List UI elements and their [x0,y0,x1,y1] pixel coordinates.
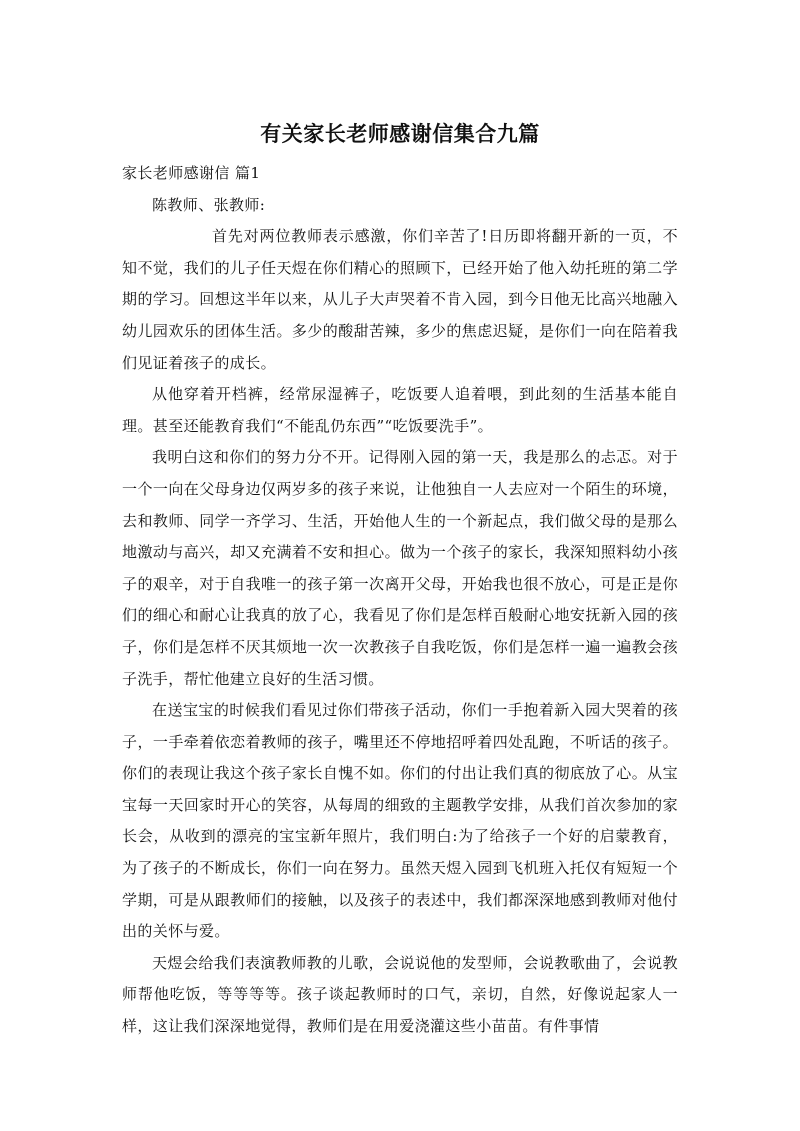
paragraph: 我明白这和你们的努力分不开。记得刚入园的第一天，我是那么的忐忑。对于一个一向在父母身边仅两岁多的孩子来说，让他独自一人去应对一个陌生的环境，去和教师、同学一齐学习、生活，开始他人生的一个新起点，我们做父母的是那么地激动与高兴，却又充满着不安和担心。做为一个孩子的家长，我深知照料幼小孩子的艰辛，对于自我唯一的孩子第一次离开父母，开始我也很不放心，可是正是你们的细心和耐心让我真的放了心，我看见了你们是怎样百般耐心地安抚新入园的孩子，你们是怎样不厌其烦地一次一次教孩子自我吃饭，你们是怎样一遍一遍教会孩子洗手，帮忙他建立良好的生活习惯。 [122,448,678,688]
paragraph: 天煜会给我们表演教师教的儿歌，会说说他的发型师，会说教歌曲了，会说教师帮他吃饭，等等等等。孩子谈起教师时的口气，亲切，自然，好像说起家人一样，这让我们深深地觉得，教师们是在用爱浇灌这些小苗苗。有件事情 [122,953,678,1036]
document-title: 有关家长老师感谢信集合九篇 [260,122,540,146]
section-heading: 家长老师感谢信 篇1 [122,164,261,182]
document-body [122,158,678,1043]
paragraph: 首先对两位教师表示感激，你们辛苦了!日历即将翻开新的一页，不知不觉，我们的儿子任天煜在你们精心的照顾下，已经开始了他入幼托班的第二学期的学习。回想这半年以来，从儿子大声哭着不肯入园，到今日他无比高兴地融入幼儿园欢乐的团体生活。多少的酸甜苦辣，多少的焦虑迟疑，是你们一向在陪着我们见证着孩子的成长。 [122,227,678,372]
paragraph: 从他穿着开档裤，经常尿湿裤子，吃饭要人追着喂，到此刻的生活基本能自理。甚至还能教育我们“不能乱仍东西”“吃饭要洗手”。 [122,385,678,435]
salutation: 陈教师、张教师: [152,195,266,214]
paragraph: 在送宝宝的时候我们看见过你们带孩子活动，你们一手抱着新入园大哭着的孩子，一手牵着依恋着教师的孩子，嘴里还不停地招呼着四处乱跑，不听话的孩子。你们的表现让我这个孩子家长自愧不如。你们的付出让我们真的彻底放了心。从宝宝每一天回家时开心的笑容，从每周的细致的主题教学安排，从我们首次参加的家长会，从收到的漂亮的宝宝新年照片，我们明白:为了给孩子一个好的启蒙教育，为了孩子的不断成长，你们一向在努力。虽然天煜入园到飞机班入托仅有短短一个学期，可是从跟教师们的接触，以及孩子的表述中，我们都深深地感到教师对他付出的关怀与爱。 [122,701,678,941]
